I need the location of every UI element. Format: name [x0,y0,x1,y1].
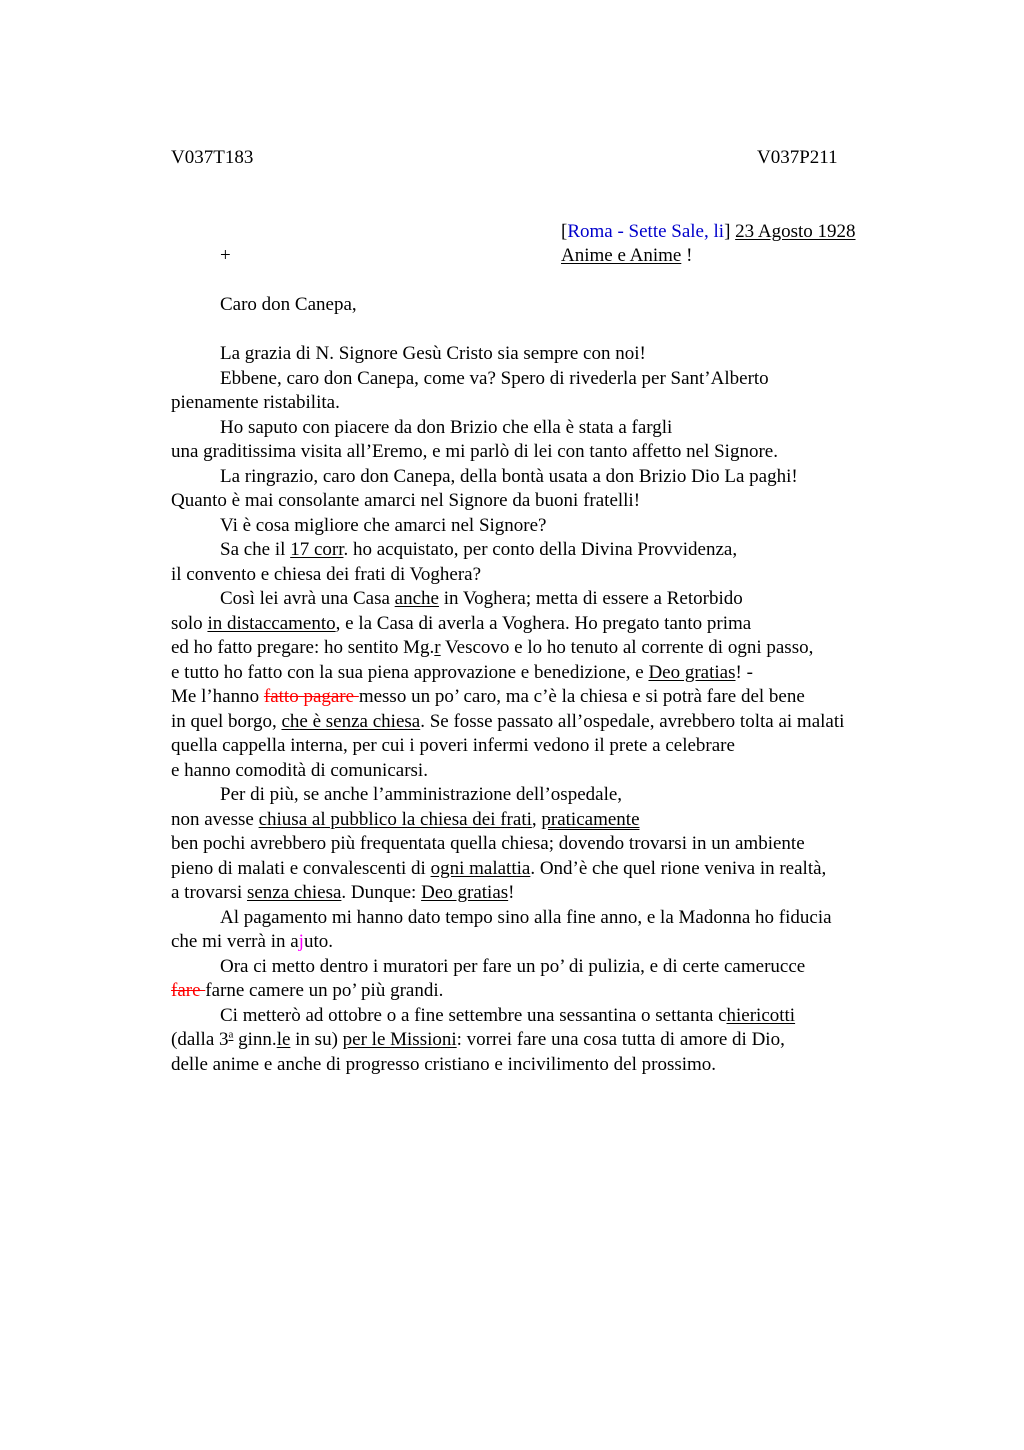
inserted-letter: j [298,931,304,952]
document-code-right: V037P211 [757,147,838,168]
body-line: Quanto è mai consolante amarci nel Signore da buoni fratelli! [171,490,641,511]
body-line: il convento e chiesa dei frati di Voghera? [171,563,482,585]
body-line: (dalla 3$^a$ ginn.le in su) per le Missioni: vorrei fare una cosa tutta di amore di Dio, [171,1028,785,1050]
body-line: che mi verrà in ajuto. [171,931,333,952]
motto: Anime e Anime ! [561,245,693,266]
document-code-left: V037T183 [171,147,254,168]
body-line: Al pagamento mi hanno dato tempo sino alla fine anno, e la Madonna ho fiducia [220,906,832,928]
body-line: Vi è cosa migliore che amarci nel Signore? [220,514,547,536]
letter-date: 23 Agosto 1928 [735,221,856,242]
body-line: ed ho fatto pregare: ho sentito Mg.r Vescovo e lo ho tenuto al corrente di ogni passo, [171,637,814,658]
body-line: Ci metterò ad ottobre o a fine settembre una sessantina o settanta chiericotti [220,1004,796,1026]
body-line: Così lei avrà una Casa anche in Voghera; metta di essere a Retorbido [220,588,743,609]
body-line: in quel borgo, che è senza chiesa. Se fosse passato all’ospedale, avrebbero tolta ai malati [171,710,845,732]
body-line: quella cappella interna, per cui i poveri infermi vedono il prete a celebrare [171,735,735,756]
body-line: a trovarsi senza chiesa. Dunque: Deo gratias! [171,882,515,903]
body-line: e hanno comodità di comunicarsi. [171,759,428,781]
body-line: pieno di malati e convalescenti di ogni malattia. Ond’è che quel rione veniva in realtà, [171,857,827,879]
body-line: Per di più, se anche l’amministrazione dell’ospedale, [220,784,623,805]
cross-symbol: + [220,245,231,266]
body-line: Ora ci metto dentro i muratori per fare un po’ di pulizia, e di certe camerucce [220,955,806,977]
body-line: Me l’hanno fatto pagare messo un po’ caro, ma c’è la chiesa e si potrà fare del bene [171,686,805,707]
place-name: Roma - Sette Sale, li [567,221,725,242]
bracket-close: ] [724,221,731,242]
letter-body [171,342,931,1077]
dateline [561,220,856,245]
body-line: pienamente ristabilita. [171,392,340,413]
body-line: ben pochi avrebbero più frequentata quella chiesa; dovendo trovarsi in un ambiente [171,833,805,854]
body-line: solo in distaccamento, e la Casa di averla a Voghera. Ho pregato tanto prima [171,612,752,634]
body-line: Ebbene, caro don Canepa, come va? Spero di rivederla per Sant’Alberto [220,367,769,389]
deleted-text: fatto pagare [263,686,359,707]
body-line: e tutto ho fatto con la sua piena approvazione e benedizione, e Deo gratias! - [171,661,753,683]
body-line: Sa che il 17 corr. ho acquistato, per conto della Divina Provvidenza, [220,539,738,560]
salutation: Caro don Canepa, [220,294,357,315]
body-line: non avesse chiusa al pubblico la chiesa dei frati, praticamente [171,808,640,830]
body-line: Ho saputo con piacere da don Brizio che ella è stata a fargli [220,416,673,438]
body-line: delle anime e anche di progresso cristiano e incivilimento del prossimo. [171,1053,717,1075]
motto-text: Anime e Anime [561,245,682,266]
body-line: una graditissima visita all’Eremo, e mi parlò di lei con tanto affetto nel Signore. [171,441,778,462]
body-line: fare farne camere un po’ più grandi. [171,980,444,1001]
body-line: La ringrazio, caro don Canepa, della bontà usata a don Brizio Dio La paghi! [220,465,798,487]
body-line: La grazia di N. Signore Gesù Cristo sia sempre con noi! [220,343,646,364]
bracket-open: [ [561,221,568,242]
deleted-text: fare [171,980,206,1001]
